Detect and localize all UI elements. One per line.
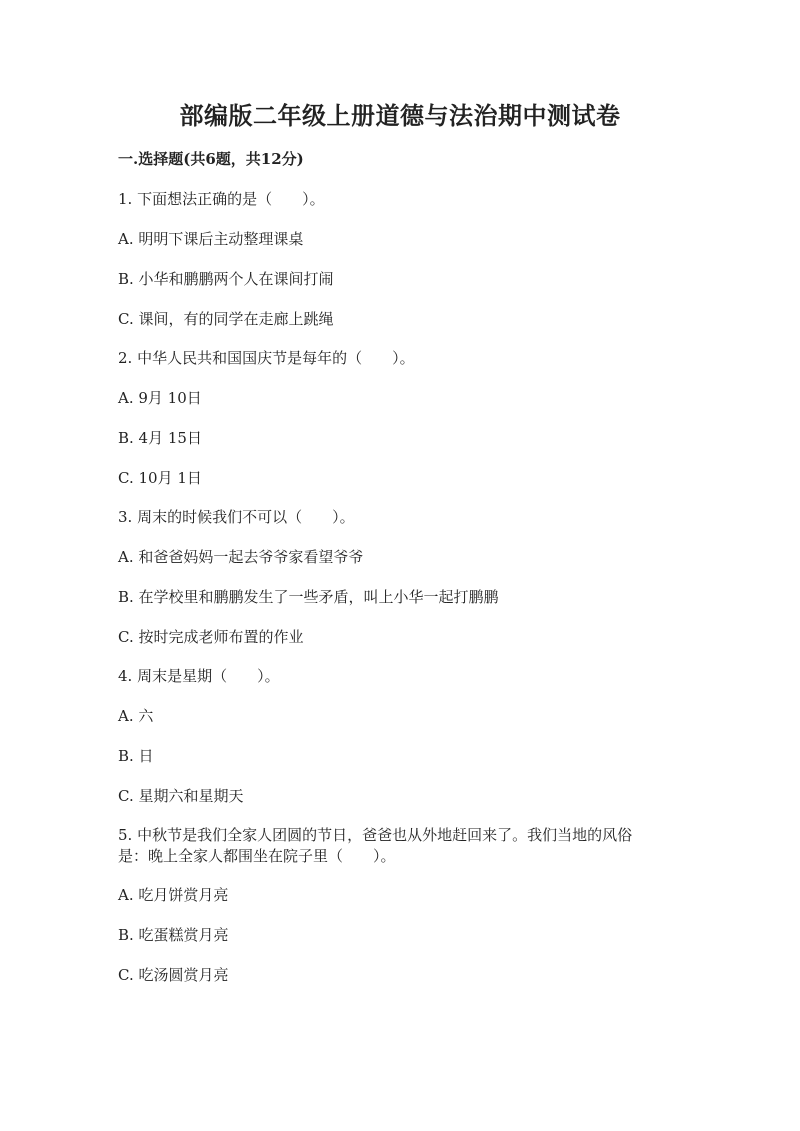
question-5-option-b: B. 吃蛋糕赏月亮 — [118, 926, 229, 944]
question-2-option-b: B. 4月 15日 — [118, 429, 202, 447]
question-5-stem-line-2: 是：晚上全家人都围坐在院子里（ ）。 — [118, 847, 396, 865]
question-3-option-a: A. 和爸爸妈妈一起去爷爷家看望爷爷 — [118, 548, 364, 566]
question-1-option-a: A. 明明下课后主动整理课桌 — [118, 230, 304, 248]
question-2-option-c: C. 10月 1日 — [118, 469, 202, 487]
question-4-stem: 4. 周末是星期（ ）。 — [118, 667, 280, 685]
section-heading: 一.选择题(共6题，共12分) — [118, 150, 304, 168]
question-3-stem: 3. 周末的时候我们不可以（ ）。 — [118, 508, 355, 526]
question-4-option-a: A. 六 — [118, 707, 154, 725]
question-1-option-b: B. 小华和鹏鹏两个人在课间打闹 — [118, 270, 334, 288]
question-1-option-c: C. 课间，有的同学在走廊上跳绳 — [118, 310, 334, 328]
question-4-option-c: C. 星期六和星期天 — [118, 787, 244, 805]
question-3-option-c: C. 按时完成老师布置的作业 — [118, 628, 304, 646]
question-5-option-a: A. 吃月饼赏月亮 — [118, 886, 229, 904]
page-title: 部编版二年级上册道德与法治期中测试卷 — [179, 101, 621, 130]
question-2-option-a: A. 9月 10日 — [118, 389, 202, 407]
question-3-option-b: B. 在学校里和鹏鹏发生了一些矛盾，叫上小华一起打鹏鹏 — [118, 588, 499, 606]
question-5-option-c: C. 吃汤圆赏月亮 — [118, 966, 229, 984]
question-2-stem: 2. 中华人民共和国国庆节是每年的（ ）。 — [118, 349, 415, 367]
question-1-stem: 1. 下面想法正确的是（ ）。 — [118, 190, 325, 208]
question-5-stem-line-1: 5. 中秋节是我们全家人团圆的节日，爸爸也从外地赶回来了。我们当地的风俗 — [118, 826, 633, 844]
question-4-option-b: B. 日 — [118, 747, 154, 765]
